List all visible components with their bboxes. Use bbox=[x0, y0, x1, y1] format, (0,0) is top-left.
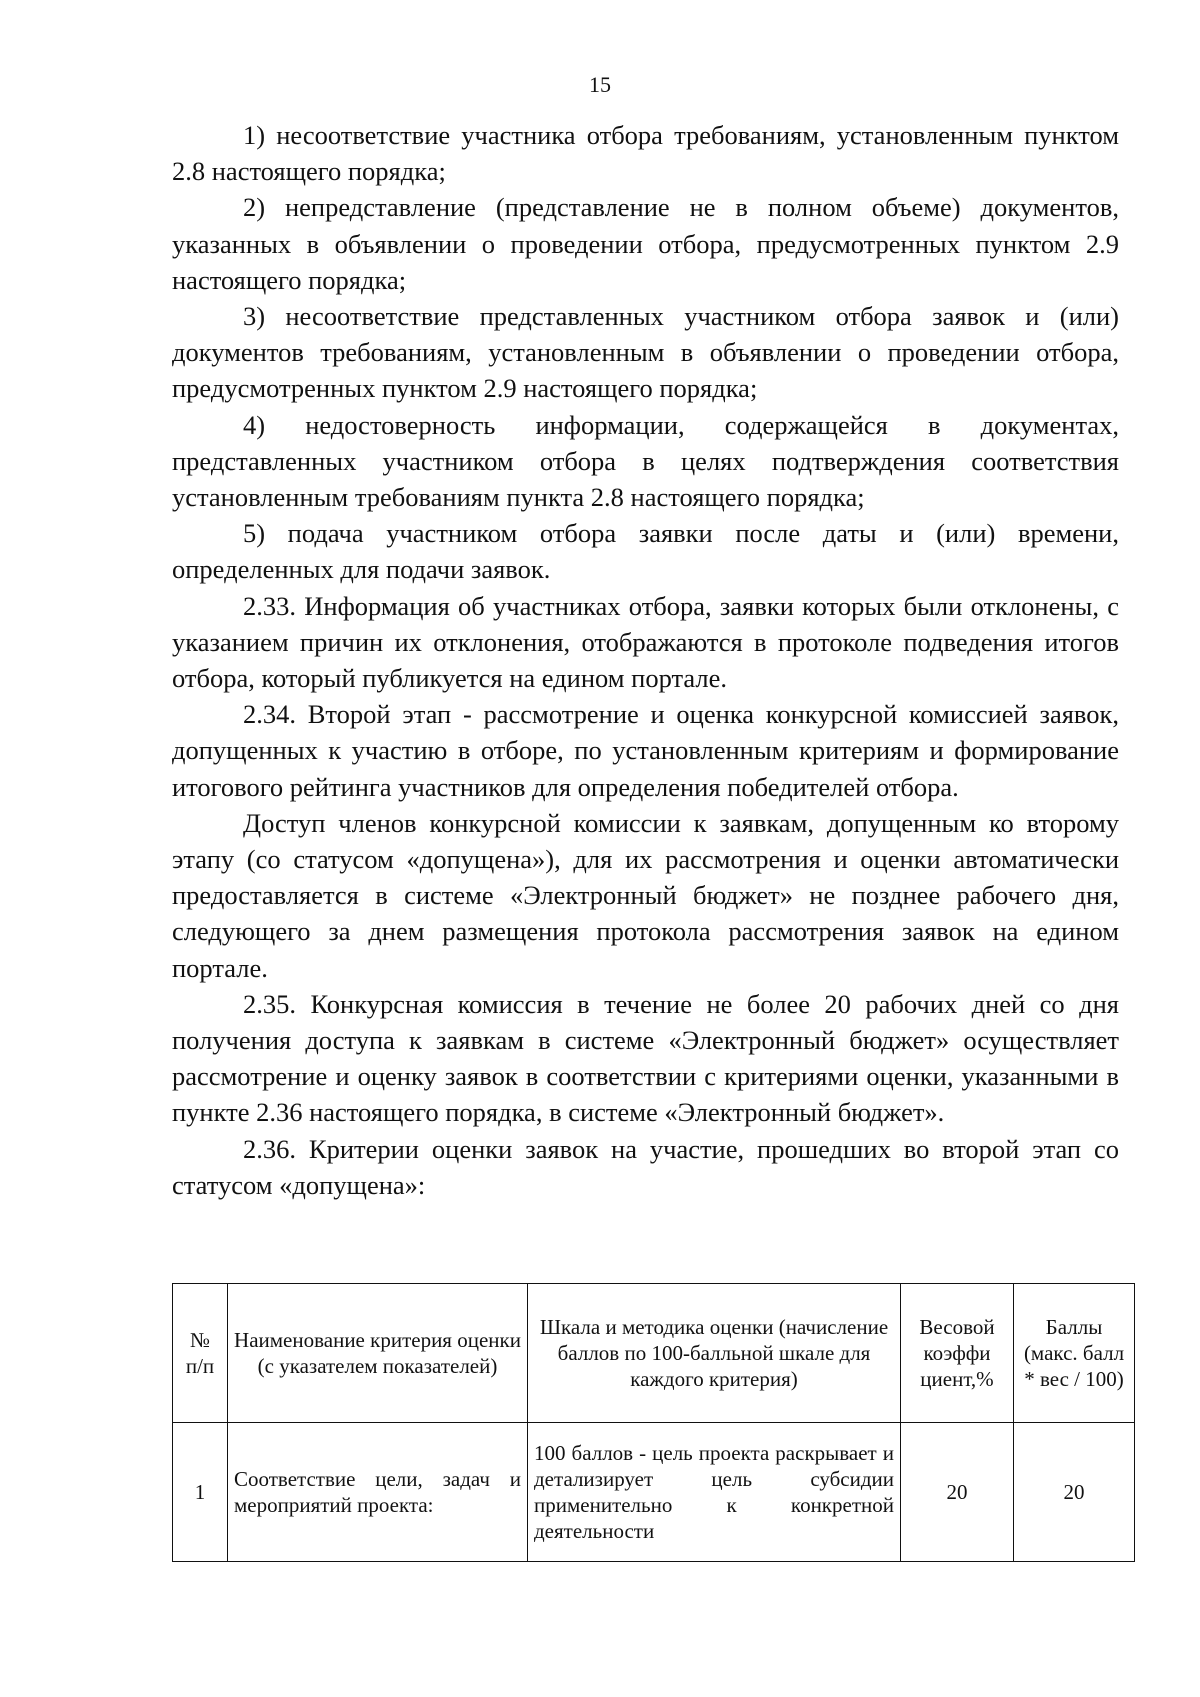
header-scale: Шкала и методика оценки (начисление баллов по 100-балльной шкале для каждого критерия) bbox=[528, 1284, 901, 1423]
cell-num: 1 bbox=[173, 1423, 228, 1562]
paragraph-2-33: 2.33. Информация об участниках отбора, заявки которых были отклонены, с указанием причин их отклонения, отображаются в протоколе подведения итогов отбора, который публикуется на едином портале. bbox=[172, 590, 1119, 694]
paragraph-access: Доступ членов конкурсной комиссии к заявкам, допущенным ко второму этапу (со статусом «допущена»), для их рассмотрения и оценки автоматически предоставляется в системе «Электронный бюджет» не позднее рабочего дня, следующего за днем размещения протокола рассмотрения заявок на едином портале. bbox=[172, 807, 1119, 983]
paragraph-2-34: 2.34. Второй этап - рассмотрение и оценка конкурсной комиссией заявок, допущенных к участию в отборе, по установленным критериям и формирование итогового рейтинга участников для определения победителей отбора. bbox=[172, 699, 1119, 802]
criteria-table bbox=[172, 1283, 1135, 1562]
header-weight: Весовой коэффи циент,% bbox=[901, 1284, 1014, 1423]
paragraph-2-35: 2.35. Конкурсная комиссия в течение не более 20 рабочих дней со дня получения доступа к заявкам в системе «Электронный бюджет» осуществляет рассмотрение и оценку заявок в соответствии с критериями оценки, указанными в пункте 2.36 настоящего порядка, в системе «Электронный бюджет». bbox=[172, 988, 1119, 1128]
cell-score: 20 bbox=[1014, 1423, 1135, 1562]
cell-scale: 100 баллов - цель проекта раскрывает и детализирует цель субсидии применительно к конкретной деятельности bbox=[528, 1423, 901, 1562]
paragraph-item-5: 5) подача участником отбора заявки после даты и (или) времени, определенных для подачи заявок. bbox=[172, 518, 1119, 585]
document-body bbox=[172, 117, 1119, 1203]
page-number: 15 bbox=[589, 72, 611, 97]
header-criterion-name: Наименование критерия оценки (с указателем показателей) bbox=[228, 1284, 528, 1423]
paragraph-item-3: 3) несоответствие представленных участником отбора заявок и (или) документов требованиям, установленным в объявлении о проведении отбора, предусмотренных пунктом 2.9 настоящего порядка; bbox=[172, 301, 1119, 404]
header-num: № п/п bbox=[173, 1284, 228, 1423]
paragraph-item-2: 2) непредставление (представление не в полном объеме) документов, указанных в объявлении о проведении отбора, предусмотренных пунктом 2.9 настоящего порядка; bbox=[172, 192, 1119, 295]
cell-criterion-name: Соответствие цели, задач и мероприятий проекта: bbox=[228, 1423, 528, 1562]
paragraph-2-36: 2.36. Критерии оценки заявок на участие, прошедших во второй этап со статусом «допущена»: bbox=[172, 1133, 1119, 1200]
paragraph-item-1: 1) несоответствие участника отбора требованиям, установленным пунктом 2.8 настоящего порядка; bbox=[172, 120, 1119, 187]
cell-weight: 20 bbox=[901, 1423, 1014, 1562]
table-row bbox=[173, 1423, 1135, 1562]
table-header-row bbox=[173, 1284, 1135, 1423]
paragraph-item-4: 4) недостоверность информации, содержащейся в документах, представленных участником отбора в целях подтверждения соответствия установленным требованиям пункта 2.8 настоящего порядка; bbox=[172, 409, 1119, 513]
header-score: Баллы (макс. балл * вес / 100) bbox=[1014, 1284, 1135, 1423]
